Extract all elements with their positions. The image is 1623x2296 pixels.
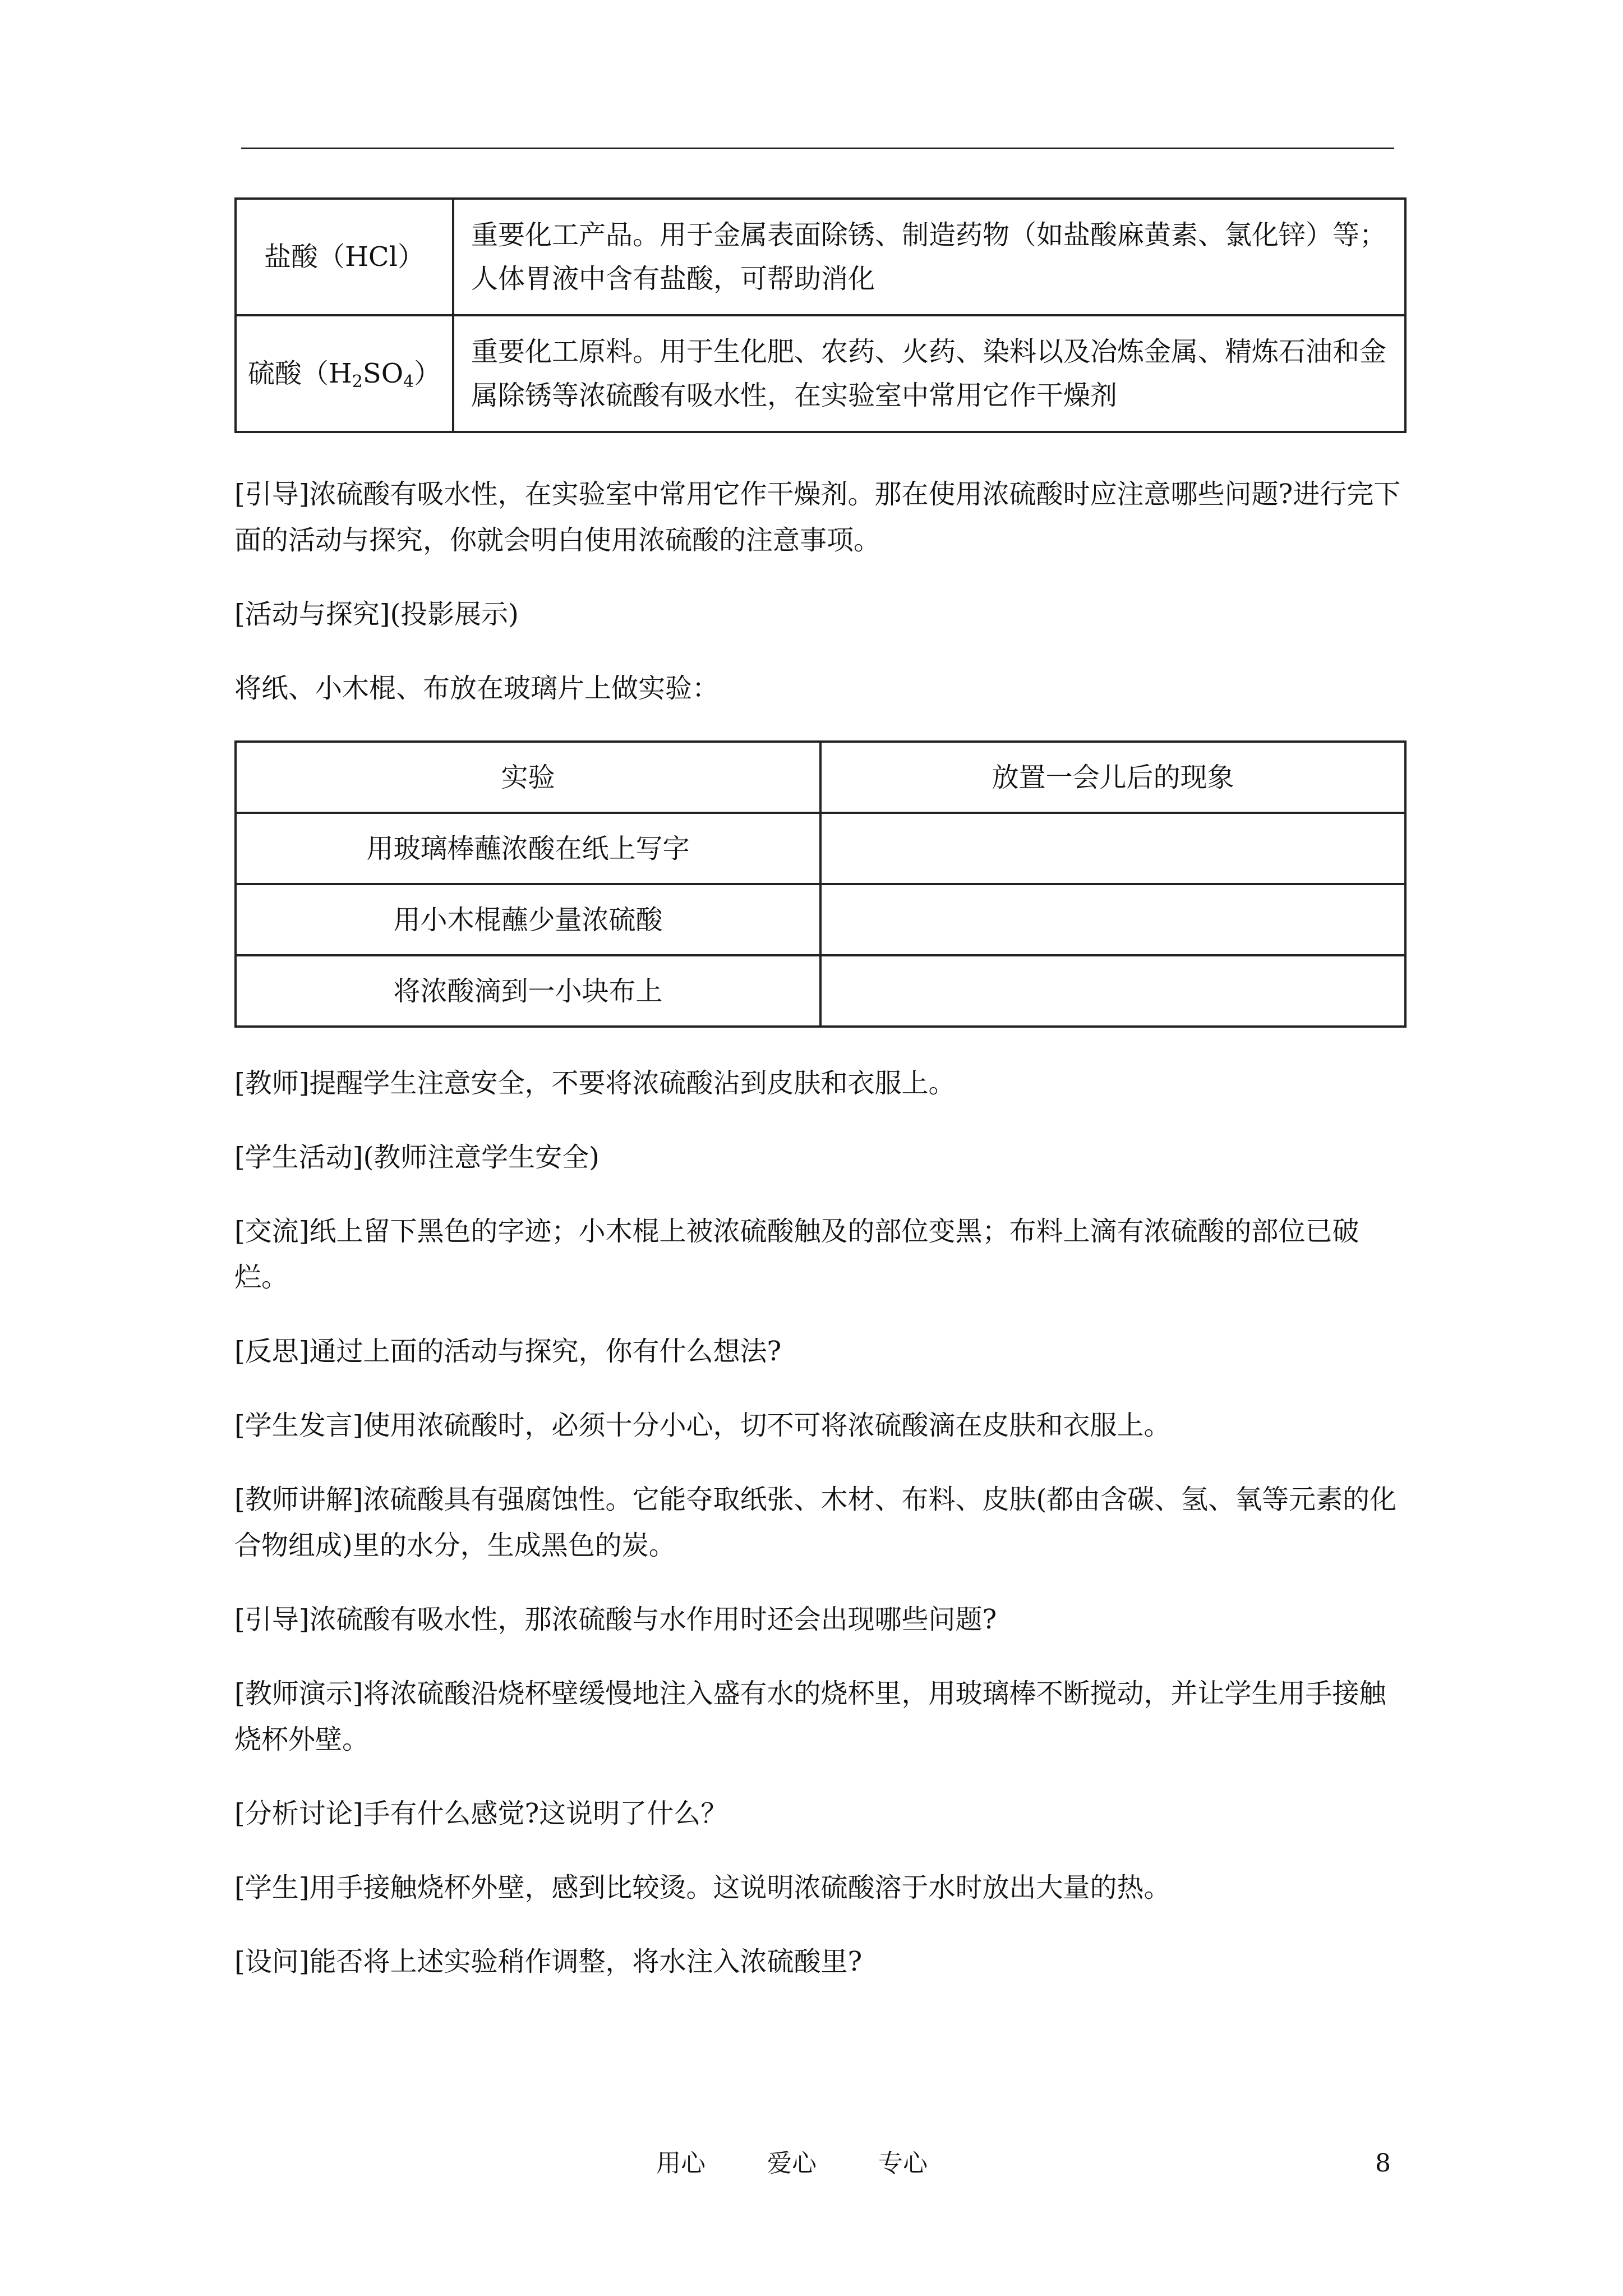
table-row <box>236 315 1405 432</box>
table-row <box>236 955 1405 1027</box>
subscript-2: 2 <box>352 372 363 392</box>
acid-name-prefix: 硫酸（H <box>247 358 352 389</box>
acid-desc-hcl: 重要化工产品。用于金属表面除锈、制造药物（如盐酸麻黄素、氯化锌）等；人体胃液中含有盐酸，可帮助消化 <box>453 199 1405 315</box>
acid-name-mid: SO <box>362 358 404 389</box>
paragraph-question: [设问]能否将上述实验稍作调整，将水注入浓硫酸里? <box>234 1946 863 1977</box>
paragraph-reflection: [反思]通过上面的活动与探究，你有什么想法? <box>234 1336 782 1367</box>
paragraph-teacher-explain: [教师讲解]浓硫酸具有强腐蚀性。它能夺取纸张、木材、布料、皮肤(都由含碳、氢、氧等元素的化合物组成)里的水分，生成黑色的炭。 <box>234 1484 1397 1561</box>
page-content <box>234 197 1407 1985</box>
header-rule <box>241 148 1394 149</box>
experiment-cell: 用玻璃棒蘸浓酸在纸上写字 <box>236 813 820 884</box>
paragraph-activity: [活动与探究](投影展示) <box>234 599 519 630</box>
table-row <box>236 199 1405 315</box>
acid-desc-h2so4: 重要化工原料。用于生化肥、农药、火药、染料以及冶炼金属、精炼石油和金属除锈等浓硫酸有吸水性，在实验室中常用它作干燥剂 <box>453 315 1405 432</box>
page-number: 8 <box>1375 2149 1391 2178</box>
paragraph-guide-2: [引导]浓硫酸有吸水性，那浓硫酸与水作用时还会出现哪些问题? <box>234 1604 997 1635</box>
paragraph-student-answer: [学生]用手接触烧杯外壁，感到比较烫。这说明浓硫酸溶于水时放出大量的热。 <box>234 1872 1171 1903</box>
experiment-cell: 用小木棍蘸少量浓硫酸 <box>236 884 820 955</box>
paragraph-student-speech: [学生发言]使用浓硫酸时，必须十分小心，切不可将浓硫酸滴在皮肤和衣服上。 <box>234 1410 1171 1441</box>
footer-motto-word: 用心 <box>656 2149 706 2178</box>
experiment-cell: 将浓酸滴到一小块布上 <box>236 955 820 1027</box>
phenomenon-cell <box>820 813 1405 884</box>
phenomenon-cell <box>820 884 1405 955</box>
header-experiment: 实验 <box>236 742 820 813</box>
paragraph-discussion: [分析讨论]手有什么感觉?这说明了什么？ <box>234 1798 728 1829</box>
phenomenon-cell <box>820 955 1405 1027</box>
paragraph-guide: [引导]浓硫酸有吸水性，在实验室中常用它作干燥剂。那在使用浓硫酸时应注意哪些问题?进行完下面的活动与探究，你就会明白使用浓硫酸的注意事项。 <box>234 478 1401 556</box>
footer-motto-word: 专心 <box>878 2149 928 2178</box>
paragraph-setup: 将纸、小木棍、布放在玻璃片上做实验： <box>234 673 720 704</box>
header-phenomenon: 放置一会儿后的现象 <box>820 742 1405 813</box>
footer-motto <box>656 2147 989 2180</box>
acid-name-h2so4 <box>236 315 453 432</box>
acid-name-hcl: 盐酸（HCl） <box>236 199 453 315</box>
subscript-4: 4 <box>403 372 414 392</box>
table-row <box>236 813 1405 884</box>
footer-motto-word: 爱心 <box>767 2149 817 2178</box>
acid-name-suffix: ） <box>414 358 441 389</box>
paragraph-exchange: [交流]纸上留下黑色的字迹；小木棍上被浓硫酸触及的部位变黑；布料上滴有浓硫酸的部位已破烂。 <box>234 1216 1359 1293</box>
experiment-table <box>234 740 1407 1028</box>
paragraph-teacher-warning: [教师]提醒学生注意安全，不要将浓硫酸沾到皮肤和衣服上。 <box>234 1068 956 1099</box>
paragraph-teacher-demo: [教师演示]将浓硫酸沿烧杯壁缓慢地注入盛有水的烧杯里，用玻璃棒不断搅动，并让学生用手接触烧杯外壁。 <box>234 1678 1386 1755</box>
table-row <box>236 884 1405 955</box>
table-header-row <box>236 742 1405 813</box>
acid-uses-table <box>234 197 1407 433</box>
paragraph-student-activity: [学生活动](教师注意学生安全) <box>234 1142 600 1173</box>
